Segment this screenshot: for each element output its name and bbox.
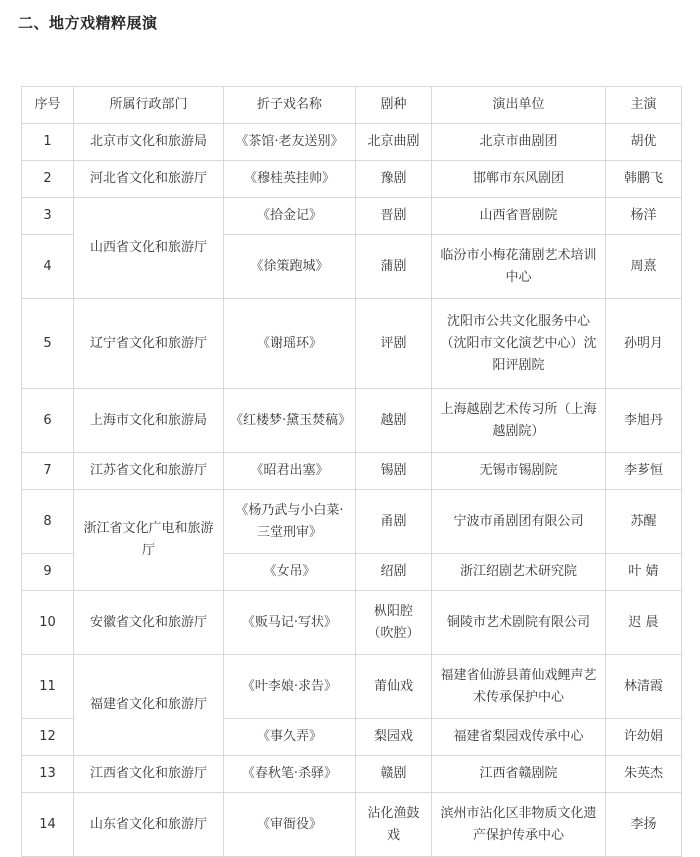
- table-row: [22, 655, 682, 719]
- cell-genre: 锡剧: [356, 453, 432, 490]
- cell-unit: 江西省赣剧院: [432, 756, 606, 793]
- table-row: [22, 299, 682, 389]
- cell-lead: 迟 晨: [606, 591, 682, 655]
- cell-dept: 山西省文化和旅游厅: [74, 198, 224, 299]
- cell-lead: 胡优: [606, 124, 682, 161]
- cell-unit: 铜陵市艺术剧院有限公司: [432, 591, 606, 655]
- cell-no: 4: [22, 235, 74, 299]
- cell-play: 《女吊》: [224, 554, 356, 591]
- cell-dept: 北京市文化和旅游局: [74, 124, 224, 161]
- cell-genre: 枞阳腔（吹腔）: [356, 591, 432, 655]
- cell-dept: 河北省文化和旅游厅: [74, 161, 224, 198]
- cell-unit: 宁波市甬剧团有限公司: [432, 490, 606, 554]
- cell-genre: 越剧: [356, 389, 432, 453]
- cell-lead: 杨洋: [606, 198, 682, 235]
- cell-play: 《茶馆·老友送别》: [224, 124, 356, 161]
- cell-lead: 周熹: [606, 235, 682, 299]
- cell-play: 《事久弄》: [224, 719, 356, 756]
- cell-lead: 李旭丹: [606, 389, 682, 453]
- cell-genre: 甬剧: [356, 490, 432, 554]
- cell-play: 《杨乃武与小白菜·三堂刑审》: [224, 490, 356, 554]
- cell-no: 14: [22, 793, 74, 857]
- cell-unit: 北京市曲剧团: [432, 124, 606, 161]
- table-row: [22, 124, 682, 161]
- cell-dept: 安徽省文化和旅游厅: [74, 591, 224, 655]
- cell-lead: 朱英杰: [606, 756, 682, 793]
- cell-play: 《春秋笔·杀驿》: [224, 756, 356, 793]
- cell-unit: 沈阳市公共文化服务中心（沈阳市文化演艺中心）沈阳评剧院: [432, 299, 606, 389]
- cell-lead: 孙明月: [606, 299, 682, 389]
- cell-unit: 上海越剧艺术传习所（上海越剧院）: [432, 389, 606, 453]
- cell-lead: 许幼娟: [606, 719, 682, 756]
- cell-unit: 无锡市锡剧院: [432, 453, 606, 490]
- table-row: [22, 389, 682, 453]
- cell-play: 《拾金记》: [224, 198, 356, 235]
- column-header: 主演: [606, 87, 682, 124]
- column-header: 所属行政部门: [74, 87, 224, 124]
- table-row: [22, 453, 682, 490]
- cell-no: 9: [22, 554, 74, 591]
- cell-genre: 莆仙戏: [356, 655, 432, 719]
- cell-genre: 北京曲剧: [356, 124, 432, 161]
- cell-unit: 福建省仙游县莆仙戏鲤声艺术传承保护中心: [432, 655, 606, 719]
- cell-play: 《穆桂英挂帅》: [224, 161, 356, 198]
- cell-lead: 李扬: [606, 793, 682, 857]
- cell-unit: 临汾市小梅花蒲剧艺术培训中心: [432, 235, 606, 299]
- table-row: [22, 198, 682, 235]
- cell-genre: 评剧: [356, 299, 432, 389]
- cell-no: 3: [22, 198, 74, 235]
- cell-no: 11: [22, 655, 74, 719]
- cell-no: 7: [22, 453, 74, 490]
- cell-no: 2: [22, 161, 74, 198]
- cell-no: 12: [22, 719, 74, 756]
- cell-dept: 辽宁省文化和旅游厅: [74, 299, 224, 389]
- cell-genre: 豫剧: [356, 161, 432, 198]
- cell-dept: 上海市文化和旅游局: [74, 389, 224, 453]
- cell-unit: 邯郸市东风剧团: [432, 161, 606, 198]
- cell-lead: 叶 婧: [606, 554, 682, 591]
- cell-genre: 绍剧: [356, 554, 432, 591]
- cell-no: 8: [22, 490, 74, 554]
- cell-no: 5: [22, 299, 74, 389]
- cell-unit: 浙江绍剧艺术研究院: [432, 554, 606, 591]
- column-header: 折子戏名称: [224, 87, 356, 124]
- cell-dept: 浙江省文化广电和旅游厅: [74, 490, 224, 591]
- cell-lead: 李芗恒: [606, 453, 682, 490]
- cell-lead: 林清霞: [606, 655, 682, 719]
- cell-play: 《红楼梦·黛玉焚稿》: [224, 389, 356, 453]
- cell-play: 《昭君出塞》: [224, 453, 356, 490]
- cell-no: 6: [22, 389, 74, 453]
- cell-no: 1: [22, 124, 74, 161]
- cell-unit: 滨州市沾化区非物质文化遗产保护传承中心: [432, 793, 606, 857]
- cell-unit: 福建省梨园戏传承中心: [432, 719, 606, 756]
- cell-genre: 蒲剧: [356, 235, 432, 299]
- cell-genre: 梨园戏: [356, 719, 432, 756]
- cell-genre: 晋剧: [356, 198, 432, 235]
- cell-lead: 韩鹏飞: [606, 161, 682, 198]
- table-row: [22, 591, 682, 655]
- cell-no: 13: [22, 756, 74, 793]
- cell-play: 《徐策跑城》: [224, 235, 356, 299]
- column-header: 序号: [22, 87, 74, 124]
- cell-dept: 山东省文化和旅游厅: [74, 793, 224, 857]
- cell-genre: 沾化渔鼓戏: [356, 793, 432, 857]
- column-header: 剧种: [356, 87, 432, 124]
- column-header: 演出单位: [432, 87, 606, 124]
- cell-lead: 苏醒: [606, 490, 682, 554]
- cell-genre: 赣剧: [356, 756, 432, 793]
- section-heading: 二、地方戏精粹展演: [18, 14, 158, 32]
- performance-table: [21, 86, 682, 857]
- cell-dept: 福建省文化和旅游厅: [74, 655, 224, 756]
- cell-play: 《审衙役》: [224, 793, 356, 857]
- table-row: [22, 161, 682, 198]
- table-header-row: [22, 87, 682, 124]
- cell-dept: 江西省文化和旅游厅: [74, 756, 224, 793]
- cell-play: 《谢瑶环》: [224, 299, 356, 389]
- cell-play: 《叶李娘·求告》: [224, 655, 356, 719]
- cell-unit: 山西省晋剧院: [432, 198, 606, 235]
- cell-dept: 江苏省文化和旅游厅: [74, 453, 224, 490]
- cell-no: 10: [22, 591, 74, 655]
- table-row: [22, 793, 682, 857]
- table-row: [22, 490, 682, 554]
- table-row: [22, 756, 682, 793]
- cell-play: 《贩马记·写状》: [224, 591, 356, 655]
